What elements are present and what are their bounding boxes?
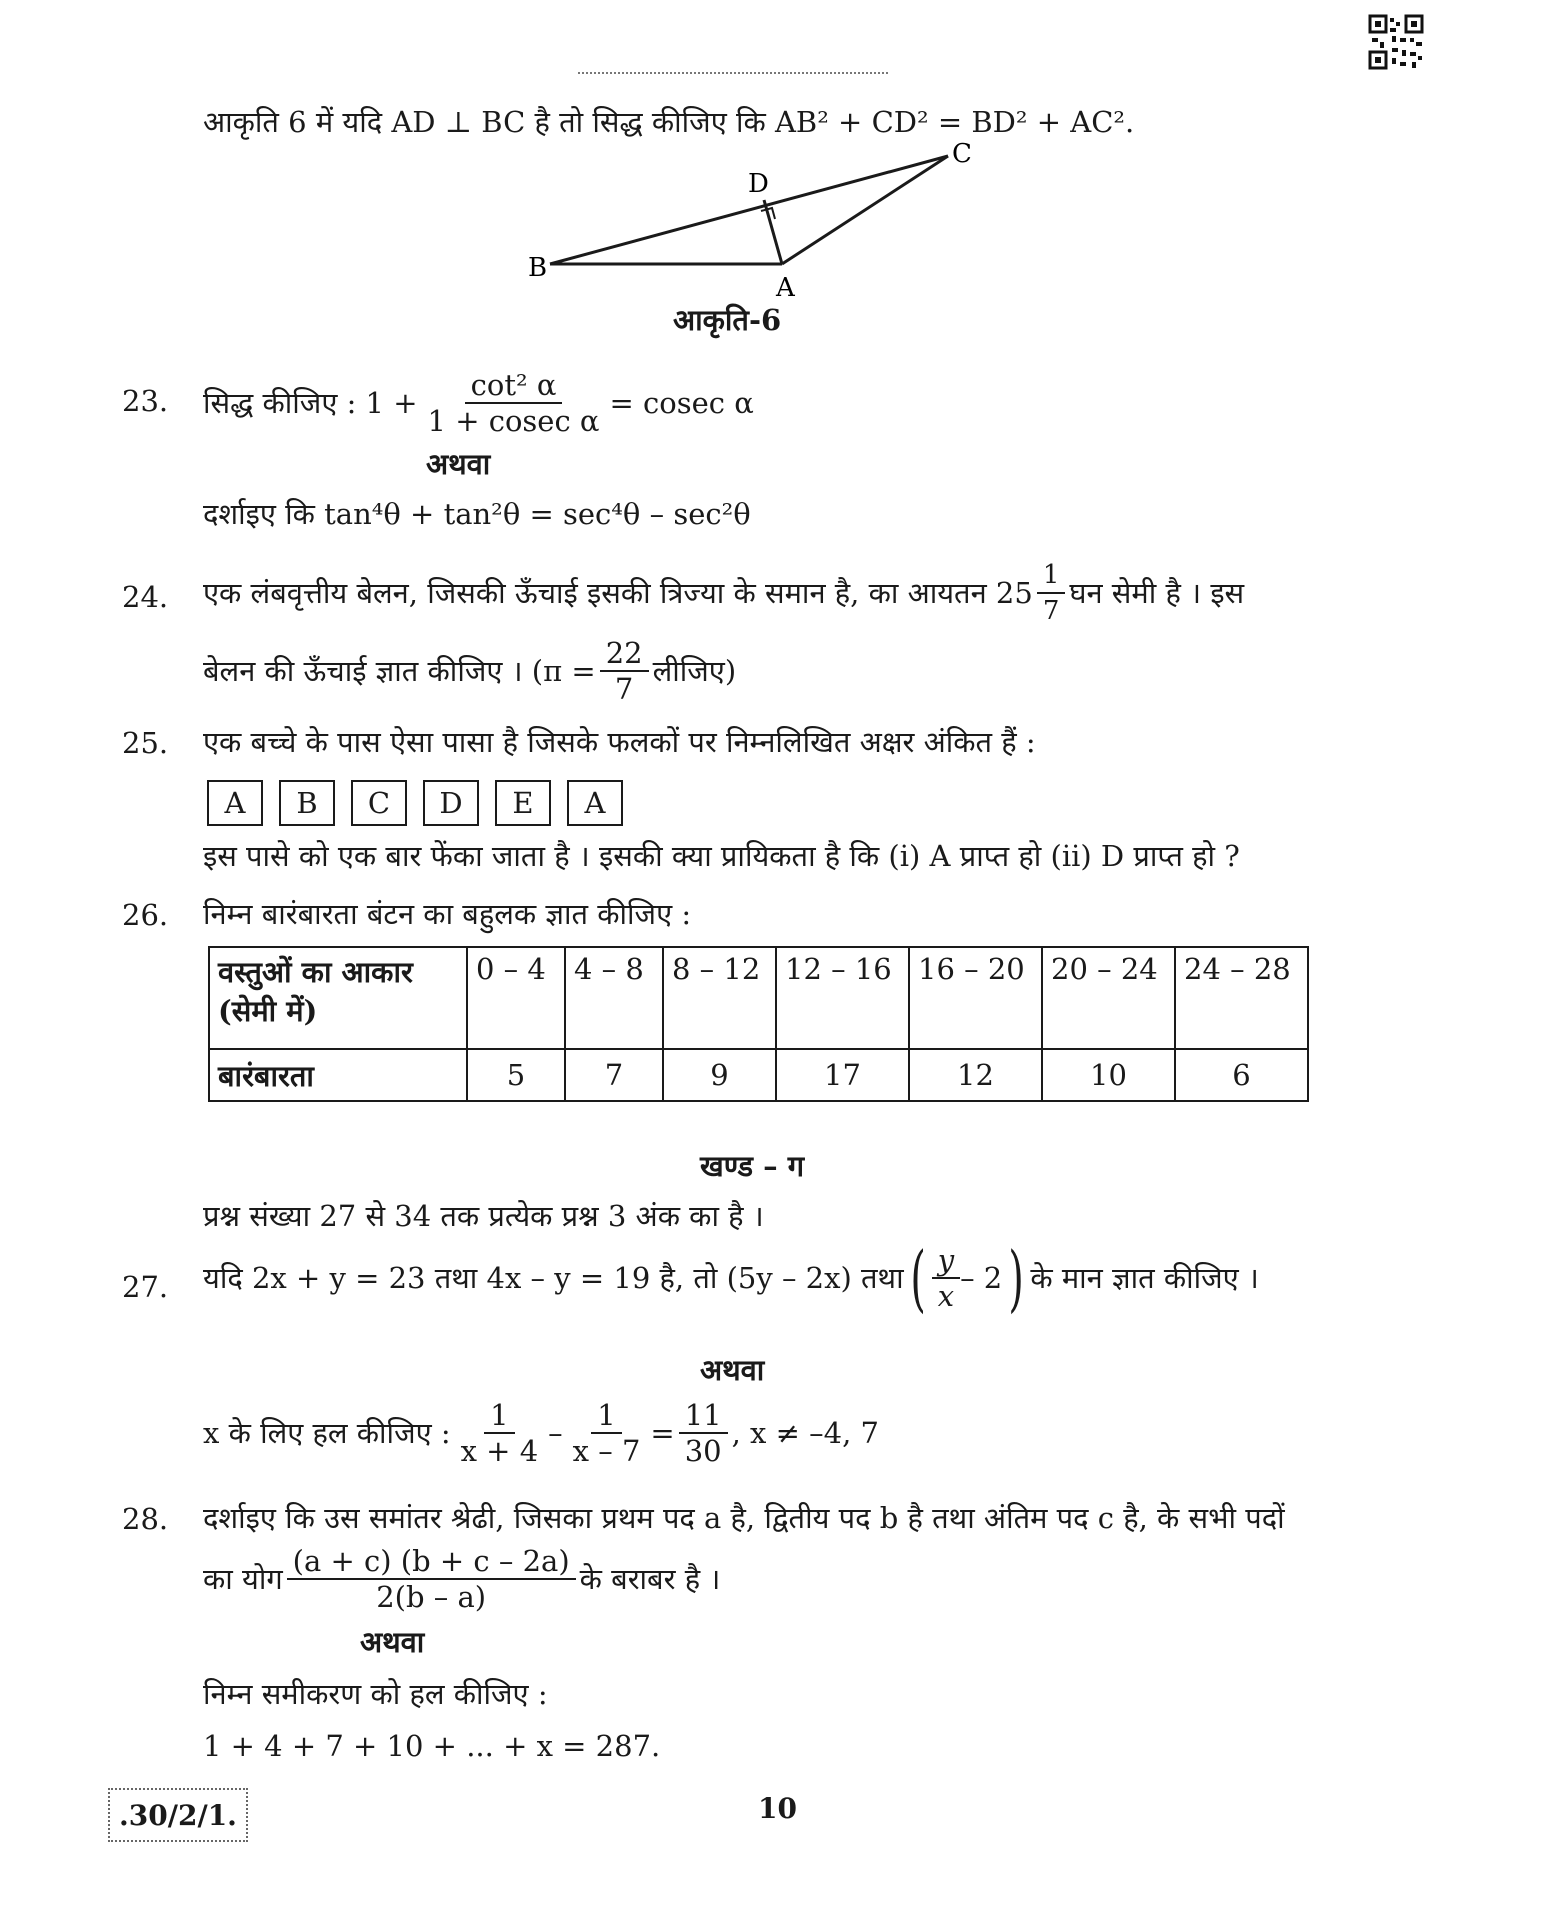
freq-cell: 5: [467, 1049, 565, 1101]
class-cell: 24 – 28: [1175, 947, 1308, 1049]
q27-alt: [203, 1398, 879, 1468]
q23-suffix: = cosec α: [609, 386, 754, 420]
class-cell: 16 – 20: [909, 947, 1042, 1049]
q24-number: 24.: [122, 580, 169, 614]
q27-alt-suffix: , x ≠ –4, 7: [731, 1416, 879, 1450]
q28-fraction: [287, 1544, 576, 1614]
q28-line2-a: का योग: [203, 1562, 283, 1596]
q27-or: अथवा: [700, 1353, 765, 1387]
table-row: [209, 1049, 1308, 1101]
label-b: B: [528, 253, 548, 283]
section-instruction: प्रश्न संख्या 27 से 34 तक प्रत्येक प्रश्न 3 अंक का है ।: [203, 1199, 764, 1233]
table-row: [209, 947, 1308, 1049]
q26-line1: निम्न बारंबारता बंटन का बहुलक ज्ञात कीजिए :: [203, 897, 692, 931]
label-a: A: [776, 273, 795, 303]
freq-cell: 17: [776, 1049, 909, 1101]
size-unit-label: (सेमी में): [218, 994, 318, 1028]
die-face: B: [279, 780, 335, 826]
table-header-size: [209, 947, 467, 1049]
q26-number: 26.: [122, 898, 169, 932]
q28-line1: दर्शाइए कि उस समांतर श्रेढी, जिसका प्रथम पद a है, द्वितीय पद b है तथा अंतिम पद c है, के सभी पदों: [203, 1501, 1285, 1535]
header-rule: [578, 72, 888, 74]
q27-text-b: के मान ज्ञात कीजिए ।: [1030, 1261, 1259, 1295]
freq-cell: 6: [1175, 1049, 1308, 1101]
die-face: E: [495, 780, 551, 826]
class-cell: 0 – 4: [467, 947, 565, 1049]
q27-f1-den: x + 4: [460, 1434, 539, 1468]
die-faces: [207, 780, 623, 826]
table-header-frequency: बारंबारता: [209, 1049, 467, 1101]
freq-cell: 10: [1042, 1049, 1175, 1101]
q28-line2-b: के बराबर है ।: [579, 1562, 721, 1596]
q28-frac-den: 2(b – a): [376, 1580, 487, 1614]
q27-f1-num: 1: [484, 1398, 514, 1434]
q24-line2-a: बेलन की ऊँचाई ज्ञात कीजिए । (π =: [203, 654, 596, 688]
q24-line1-b: घन सेमी है । इस: [1069, 576, 1245, 610]
qr-code-icon: [1368, 14, 1424, 70]
q28-alt1: निम्न समीकरण को हल कीजिए :: [203, 1677, 548, 1711]
q27-frac-num: y: [932, 1243, 960, 1279]
q28-frac-num: (a + c) (b + c – 2a): [287, 1544, 576, 1580]
q27-number: 27.: [122, 1270, 169, 1304]
q28-line2: [203, 1544, 720, 1614]
q24-line2: [203, 636, 736, 706]
q23-frac-den: 1 + cosec α: [427, 404, 600, 438]
q24-pi-num: 22: [600, 636, 649, 672]
q28-alt2: 1 + 4 + 7 + 10 + ... + x = 287.: [203, 1729, 661, 1763]
q28-or: अथवा: [360, 1625, 425, 1659]
q27-alt-prefix: x के लिए हल कीजिए :: [203, 1416, 451, 1450]
frequency-table: [208, 946, 1309, 1102]
q23-frac-num: cot² α: [465, 368, 563, 404]
q23-fraction: [422, 368, 606, 438]
q23-alt: दर्शाइए कि tan⁴θ + tan²θ = sec⁴θ – sec²θ: [203, 497, 751, 531]
class-cell: 12 – 16: [776, 947, 909, 1049]
class-cell: 4 – 8: [565, 947, 663, 1049]
class-cell: 8 – 12: [663, 947, 776, 1049]
freq-cell: 7: [565, 1049, 663, 1101]
q27-frac2: [567, 1398, 647, 1468]
q27-minus: –: [548, 1416, 563, 1450]
figure-caption: आकृति-6: [673, 303, 782, 337]
q27-equals: =: [650, 1416, 675, 1450]
page-number: 10: [758, 1792, 797, 1825]
die-face: D: [423, 780, 479, 826]
q27-text-a: यदि 2x + y = 23 तथा 4x – y = 19 है, तो (5y – 2x) तथा: [203, 1261, 904, 1295]
right-paren: ): [1008, 1236, 1025, 1320]
q24-line1: [203, 558, 1244, 628]
size-label: वस्तुओं का आकार: [218, 955, 413, 989]
paper-code: .30/2/1.: [108, 1788, 248, 1842]
q27-statement: [203, 1236, 1259, 1320]
class-cell: 20 – 24: [1042, 947, 1175, 1049]
label-d: D: [748, 169, 769, 199]
q27-frac1: [455, 1398, 545, 1468]
q25-number: 25.: [122, 726, 169, 760]
q27-f2-num: 1: [591, 1398, 621, 1434]
left-paren: (: [909, 1236, 926, 1320]
q24-mixed-den: 7: [1042, 596, 1060, 626]
q24-line1-a: एक लंबवृत्तीय बेलन, जिसकी ऊँचाई इसकी त्रिज्या के समान है, का आयतन 25: [203, 576, 1033, 610]
q24-mixed-fraction: [1037, 558, 1066, 628]
q24-pi-fraction: [600, 636, 649, 706]
q25-line1: एक बच्चे के पास ऐसा पासा है जिसके फलकों पर निम्नलिखित अक्षर अंकित हैं :: [203, 725, 1036, 759]
q27-yx-fraction: [932, 1243, 960, 1313]
q27-f2-den: x – 7: [572, 1434, 641, 1468]
q28-number: 28.: [122, 1502, 169, 1536]
q22-text: आकृति 6 में यदि AD ⊥ BC है तो सिद्ध कीजिए कि AB² + CD² = BD² + AC².: [203, 105, 1135, 139]
q24-mixed-num: 1: [1037, 558, 1066, 594]
q23-statement: [203, 368, 754, 438]
q24-line2-b: लीजिए): [652, 654, 737, 688]
die-face: A: [207, 780, 263, 826]
q23-number: 23.: [122, 384, 169, 418]
q27-frac3: [679, 1398, 728, 1468]
q27-minus-two: – 2: [960, 1261, 1003, 1295]
die-face: A: [567, 780, 623, 826]
q27-f3-den: 30: [684, 1434, 722, 1468]
q23-prefix: सिद्ध कीजिए : 1 +: [203, 386, 418, 420]
freq-cell: 12: [909, 1049, 1042, 1101]
label-c: C: [952, 140, 972, 169]
die-face: C: [351, 780, 407, 826]
q24-pi-den: 7: [614, 672, 634, 706]
q23-or: अथवा: [426, 447, 491, 481]
q27-frac-den: x: [937, 1279, 955, 1313]
q25-line2: इस पासे को एक बार फेंका जाता है । इसकी क्या प्रायिकता है कि (i) A प्राप्त हो (ii) D प्राप्त हो ?: [203, 839, 1240, 873]
section-title: खण्ड – ग: [700, 1149, 805, 1183]
q27-f3-num: 11: [679, 1398, 728, 1434]
freq-cell: 9: [663, 1049, 776, 1101]
